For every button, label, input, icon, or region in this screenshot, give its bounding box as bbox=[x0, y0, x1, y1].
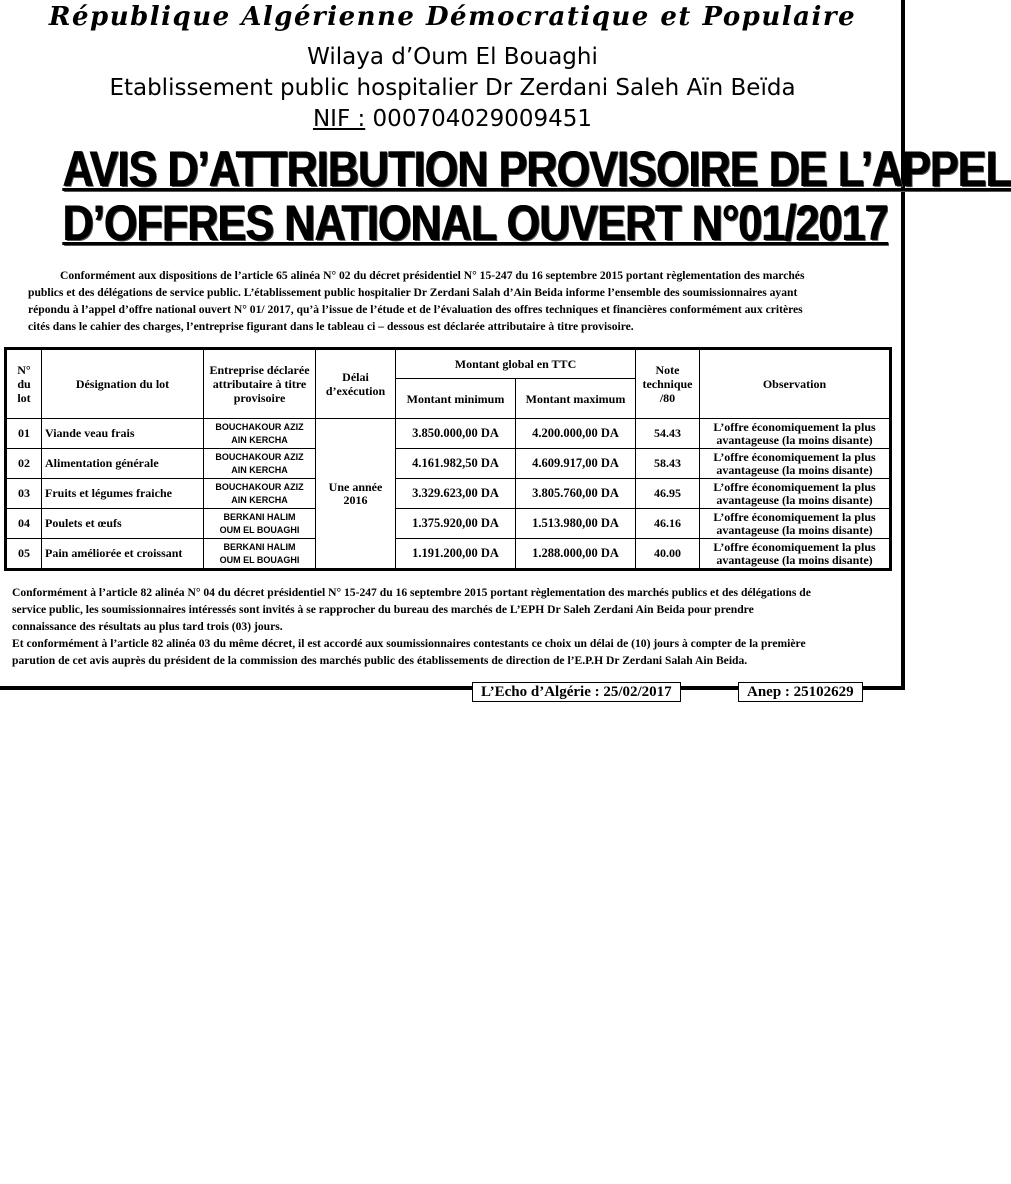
montant-min: 1.375.920,00 DA bbox=[396, 509, 516, 539]
observation: L’offre économiquement la plus avantageuse (la moins disante) bbox=[700, 449, 891, 479]
intro-line-4: cités dans le cahier des charges, l’entreprise figurant dans le tableau ci – dessous est déclarée attributaire à titre provisoire. bbox=[28, 320, 634, 333]
observation: L’offre économiquement la plus avantageuse (la moins disante) bbox=[700, 539, 891, 570]
republic-heading: République Algérienne Démocratique et Populaire bbox=[48, 2, 857, 32]
footer-line-5: parution de cet avis auprès du président de la commission des marchés public des établissements de direction de l’E.P.H Dr Zerdani Salah Ain Beida. bbox=[12, 654, 748, 667]
header-lot-no: N° du lot bbox=[6, 349, 42, 419]
lot-designation: Alimentation générale bbox=[42, 449, 204, 479]
footer-line-4: Et conformément à l’article 82 alinéa 03 du même décret, il est accordé aux soumissionnaires contestants ce choix un délai de (10) jours à compter de la première bbox=[12, 637, 806, 650]
observation: L’offre économiquement la plus avantageuse (la moins disante) bbox=[700, 509, 891, 539]
table-row bbox=[6, 479, 891, 509]
header-designation: Désignation du lot bbox=[42, 349, 204, 419]
delai-value: Une année 2016 bbox=[316, 419, 396, 570]
header-observation: Observation bbox=[700, 349, 891, 419]
notice-title-line2: D’OFFRES NATIONAL OUVERT N°01/2017 bbox=[62, 195, 888, 251]
anep-tag: Anep : 25102629 bbox=[738, 682, 863, 702]
newspaper-tag: L’Echo d’Algérie : 25/02/2017 bbox=[472, 682, 681, 702]
montant-min: 1.191.200,00 DA bbox=[396, 539, 516, 570]
note-technique: 54.43 bbox=[636, 419, 700, 449]
observation: L’offre économiquement la plus avantageuse (la moins disante) bbox=[700, 419, 891, 449]
intro-line-3: répondu à l’appel d’offre national ouvert N° 01/ 2017, qu’à l’issue de l’étude et de l’évaluation des offres techniques et financières conformément aux critères bbox=[28, 303, 803, 316]
montant-min: 3.329.623,00 DA bbox=[396, 479, 516, 509]
montant-min: 3.850.000,00 DA bbox=[396, 419, 516, 449]
lot-designation: Poulets et œufs bbox=[42, 509, 204, 539]
nif-value: 000704029009451 bbox=[372, 106, 593, 132]
lot-entreprise: BOUCHAKOUR AZIZ AIN KERCHA bbox=[204, 449, 316, 479]
attribution-table bbox=[4, 347, 892, 571]
header-montant-max: Montant maximum bbox=[516, 379, 636, 419]
intro-line-1: Conformément aux dispositions de l’article 65 alinéa N° 02 du décret présidentiel N° 15-247 du 16 septembre 2015 portant règlementation des marchés bbox=[60, 269, 805, 282]
notice-title-line1: AVIS D’ATTRIBUTION PROVISOIRE DE L’APPEL bbox=[62, 141, 1011, 197]
table-row bbox=[6, 449, 891, 479]
montant-max: 1.513.980,00 DA bbox=[516, 509, 636, 539]
lot-number: 03 bbox=[6, 479, 42, 509]
nif-label: NIF : bbox=[312, 106, 366, 132]
lot-number: 02 bbox=[6, 449, 42, 479]
header-note: Note technique /80 bbox=[636, 349, 700, 419]
header-montant-global: Montant global en TTC bbox=[396, 349, 636, 379]
montant-min: 4.161.982,50 DA bbox=[396, 449, 516, 479]
footer-line-2: service public, les soumissionnaires intéressés sont invités à se rapprocher du bureau des marchés de L’EPH Dr Saleh Zerdani Ain Beida pour prendre bbox=[12, 603, 754, 616]
note-technique: 58.43 bbox=[636, 449, 700, 479]
intro-line-2: publics et des délégations de service public. L’établissement public hospitalier Dr Zerdani Salah d’Ain Beida informe l’ensemble des soumissionnaires ayant bbox=[28, 286, 798, 299]
header-entreprise: Entreprise déclarée attributaire à titre provisoire bbox=[204, 349, 316, 419]
nif-line bbox=[0, 106, 905, 132]
table-row bbox=[6, 539, 891, 570]
note-technique: 46.16 bbox=[636, 509, 700, 539]
note-technique: 40.00 bbox=[636, 539, 700, 570]
lot-entreprise: BOUCHAKOUR AZIZ AIN KERCHA bbox=[204, 479, 316, 509]
lot-entreprise: BERKANI HALIM OUM EL BOUAGHI bbox=[204, 539, 316, 570]
montant-max: 1.288.000,00 DA bbox=[516, 539, 636, 570]
wilaya-line: Wilaya d’Oum El Bouaghi bbox=[307, 44, 598, 70]
lot-number: 04 bbox=[6, 509, 42, 539]
lot-entreprise: BOUCHAKOUR AZIZ AIN KERCHA bbox=[204, 419, 316, 449]
footer-line-1: Conformément à l’article 82 alinéa N° 04 du décret présidentiel N° 15-247 du 16 septembre 2015 portant règlementation des marchés publics et des délégations de bbox=[12, 586, 811, 599]
montant-max: 4.200.000,00 DA bbox=[516, 419, 636, 449]
note-technique: 46.95 bbox=[636, 479, 700, 509]
establishment-line: Etablissement public hospitalier Dr Zerdani Saleh Aïn Beïda bbox=[109, 75, 796, 101]
montant-max: 3.805.760,00 DA bbox=[516, 479, 636, 509]
lot-designation: Fruits et légumes fraiche bbox=[42, 479, 204, 509]
lot-entreprise: BERKANI HALIM OUM EL BOUAGHI bbox=[204, 509, 316, 539]
lot-designation: Viande veau frais bbox=[42, 419, 204, 449]
lot-number: 05 bbox=[6, 539, 42, 570]
header-montant-min: Montant minimum bbox=[396, 379, 516, 419]
lot-designation: Pain améliorée et croissant bbox=[42, 539, 204, 570]
table-row bbox=[6, 509, 891, 539]
lot-number: 01 bbox=[6, 419, 42, 449]
observation: L’offre économiquement la plus avantageuse (la moins disante) bbox=[700, 479, 891, 509]
table-row bbox=[6, 419, 891, 449]
header-delai: Délai d’exécution bbox=[316, 349, 396, 419]
footer-line-3: connaissance des résultats au plus tard trois (03) jours. bbox=[12, 620, 283, 633]
montant-max: 4.609.917,00 DA bbox=[516, 449, 636, 479]
